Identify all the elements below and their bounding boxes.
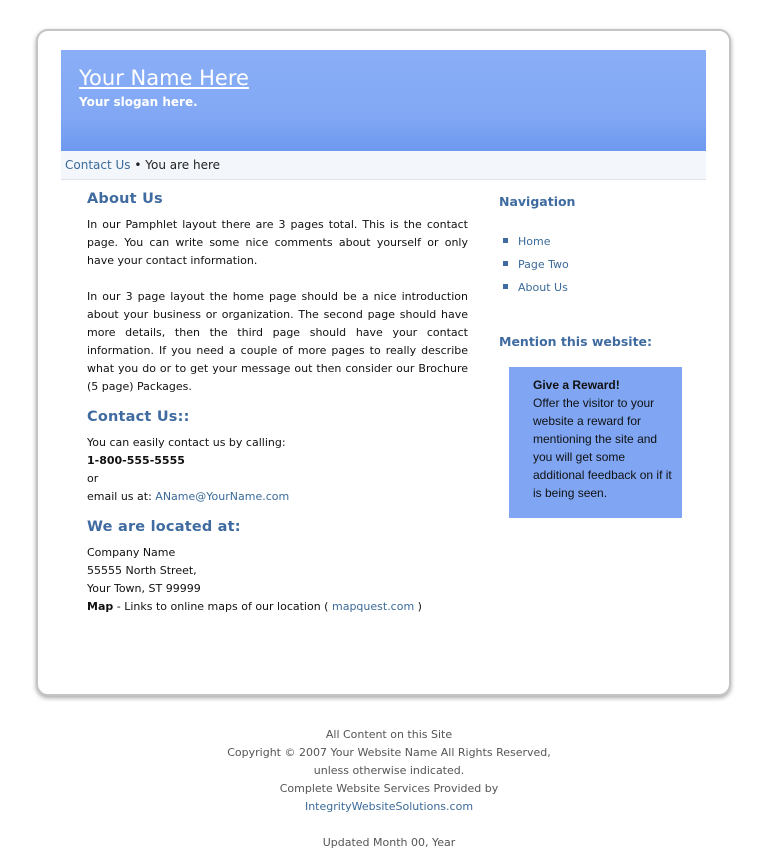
- reward-box: [509, 367, 682, 518]
- nav-link-page-two[interactable]: Page Two: [518, 258, 569, 271]
- contact-email-link[interactable]: AName@YourName.com: [155, 490, 290, 503]
- contact-email-prefix: email us at:: [87, 490, 156, 503]
- site-footer: [0, 726, 778, 852]
- footer-line-1: All Content on this Site: [325, 728, 453, 741]
- nav-item-page-two: [503, 257, 569, 280]
- nav-item-about-us: [503, 280, 569, 303]
- about-paragraph-2: In our 3 page layout the home page should be a nice introduction about your business or organization. The second page should have more details, then the third page should have your contact information. If you need a couple of more pages to really describe what you do or to get your message out then consider our Brochure (5 page) Packages.: [87, 290, 468, 393]
- site-slogan: Your slogan here.: [79, 95, 198, 109]
- main-content: [87, 189, 468, 616]
- about-heading: About Us: [87, 191, 163, 207]
- nav-link-about-us[interactable]: About Us: [518, 281, 568, 294]
- footer-updated: Updated Month 00, Year: [322, 836, 456, 849]
- location-map-line: [87, 598, 468, 616]
- about-paragraph-1: In our Pamphlet layout there are 3 pages total. This is the contact page. You can write some nice comments about yourself or only have your contact information.: [87, 218, 468, 267]
- footer-copyright: Copyright © 2007 Your Website Name All Rights Reserved,: [227, 746, 551, 759]
- map-close: ): [414, 600, 422, 613]
- location-street: 55555 North Street,: [87, 564, 197, 577]
- breadcrumb-trail-text: You are here: [145, 158, 221, 172]
- contact-phone: 1-800-555-5555: [87, 454, 185, 467]
- breadcrumb-contact-link[interactable]: Contact Us: [65, 158, 131, 172]
- square-bullet-icon: [503, 284, 508, 289]
- contact-or: or: [87, 472, 99, 485]
- navigation-heading: Navigation: [499, 194, 576, 209]
- map-label: Map: [87, 600, 114, 613]
- navigation-list: [503, 234, 569, 303]
- footer-integrity-link[interactable]: IntegrityWebsiteSolutions.com: [304, 800, 474, 813]
- reward-text: Offer the visitor to your website a reward for mentioning the site and you will get some additional feedback on if it is being seen.: [533, 396, 672, 500]
- mention-heading: Mention this website:: [499, 334, 653, 349]
- map-text: - Links to online maps of our location (: [113, 600, 332, 613]
- mapquest-link[interactable]: mapquest.com: [331, 600, 415, 613]
- breadcrumb-separator: •: [130, 158, 146, 172]
- page-container: [36, 29, 731, 696]
- reward-title: Give a Reward!: [533, 378, 620, 392]
- square-bullet-icon: [503, 261, 508, 266]
- site-title-link[interactable]: Your Name Here: [79, 66, 249, 90]
- footer-services: Complete Website Services Provided by: [279, 782, 499, 795]
- breadcrumb: [61, 151, 706, 180]
- footer-line-3: unless otherwise indicated.: [313, 764, 465, 777]
- location-city: Your Town, ST 99999: [87, 582, 201, 595]
- location-company: Company Name: [87, 546, 176, 559]
- square-bullet-icon: [503, 238, 508, 243]
- contact-intro: You can easily contact us by calling:: [87, 436, 286, 449]
- contact-email-line: [87, 488, 468, 506]
- sidebar: [499, 194, 699, 500]
- contact-heading: Contact Us::: [87, 409, 190, 425]
- nav-item-home: [503, 234, 569, 257]
- nav-link-home[interactable]: Home: [518, 235, 551, 248]
- site-header: [61, 50, 706, 151]
- location-heading: We are located at:: [87, 519, 241, 535]
